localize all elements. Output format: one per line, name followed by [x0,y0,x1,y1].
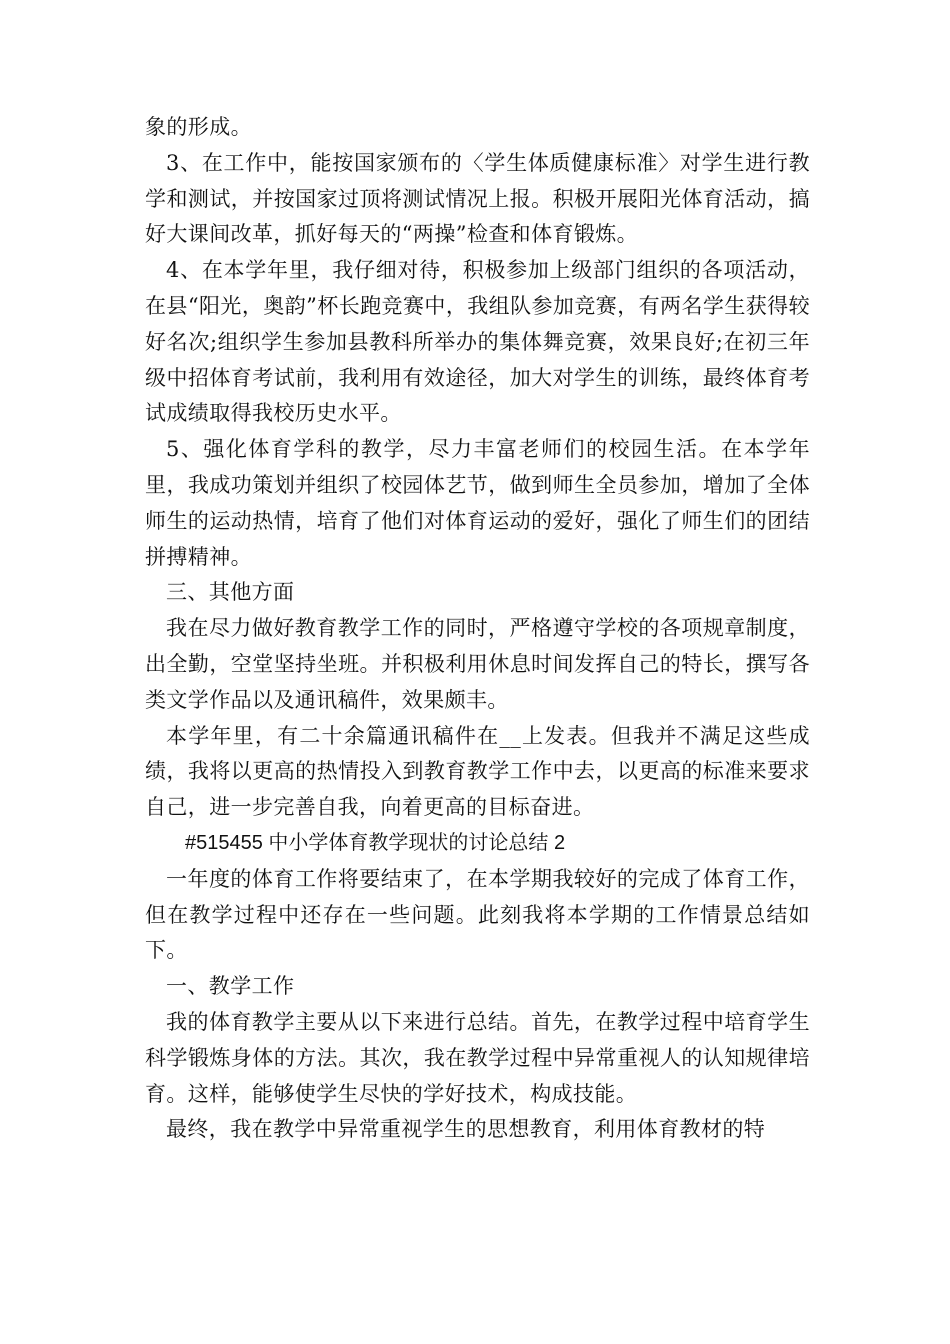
paragraph-item-5: 5、强化体育学科的教学，尽力丰富老师们的校园生活。在本学年里，我成功策划并组织了校园体艺节，做到师生全员参加，增加了全体师生的运动热情，培育了他们对体育运动的爱好，强化了师生们的团结拼搏精神。 [145,437,810,569]
paragraph-item-4: 4、在本学年里，我仔细对待，积极参加上级部门组织的各项活动，在县“阳光，奥韵”杯长跑竞赛中，我组队参加竞赛，有两名学生获得较好名次;组织学生参加县教科所举办的集体舞竞赛，效果良好;在初三年级中招体育考试前，我利用有效途径，加大对学生的训练，最终体育考试成绩取得我校历史水平。 [145,258,810,426]
paragraph-intro: 一年度的体育工作将要结束了，在本学期我较好的完成了体育工作，但在教学过程中还存在一些问题。此刻我将本学期的工作情景总结如下。 [145,866,810,963]
paragraph-teaching: 我的体育教学主要从以下来进行总结。首先，在教学过程中培育学生科学锻炼身体的方法。其次，我在教学过程中异常重视人的认知规律培育。这样，能够使学生尽快的学好技术，构成技能。 [145,1009,810,1106]
section-heading-teaching: 一、教学工作 [166,974,295,999]
paragraph-publications: 本学年里，有二十余篇通讯稿件在__上发表。但我并不满足这些成绩，我将以更高的热情投入到教育教学工作中去，以更高的标准来要求自己，进一步完善自我，向着更高的目标奋进。 [145,723,810,820]
document-subtitle: #515455 中小学体育教学现状的讨论总结 2 [185,831,566,854]
document-body [145,110,810,1148]
paragraph-other-aspects: 我在尽力做好教育教学工作的同时，严格遵守学校的各项规章制度，出全勤，空堂坚持坐班。并积极利用休息时间发挥自己的特长，撰写各类文学作品以及通讯稿件，效果颇丰。 [145,616,810,712]
paragraph-item-3: 3、在工作中，能按国家颁布的〈学生体质健康标准〉对学生进行教学和测试，并按国家过顶将测试情况上报。积极开展阳光体育活动，搞好大课间改革，抓好每天的“两操”检查和体育锻炼。 [145,150,810,247]
paragraph-continuation: 象的形成。 [145,115,252,139]
paragraph-final: 最终，我在教学中异常重视学生的思想教育，利用体育教材的特 [166,1117,766,1142]
section-heading-other: 三、其他方面 [166,580,295,605]
